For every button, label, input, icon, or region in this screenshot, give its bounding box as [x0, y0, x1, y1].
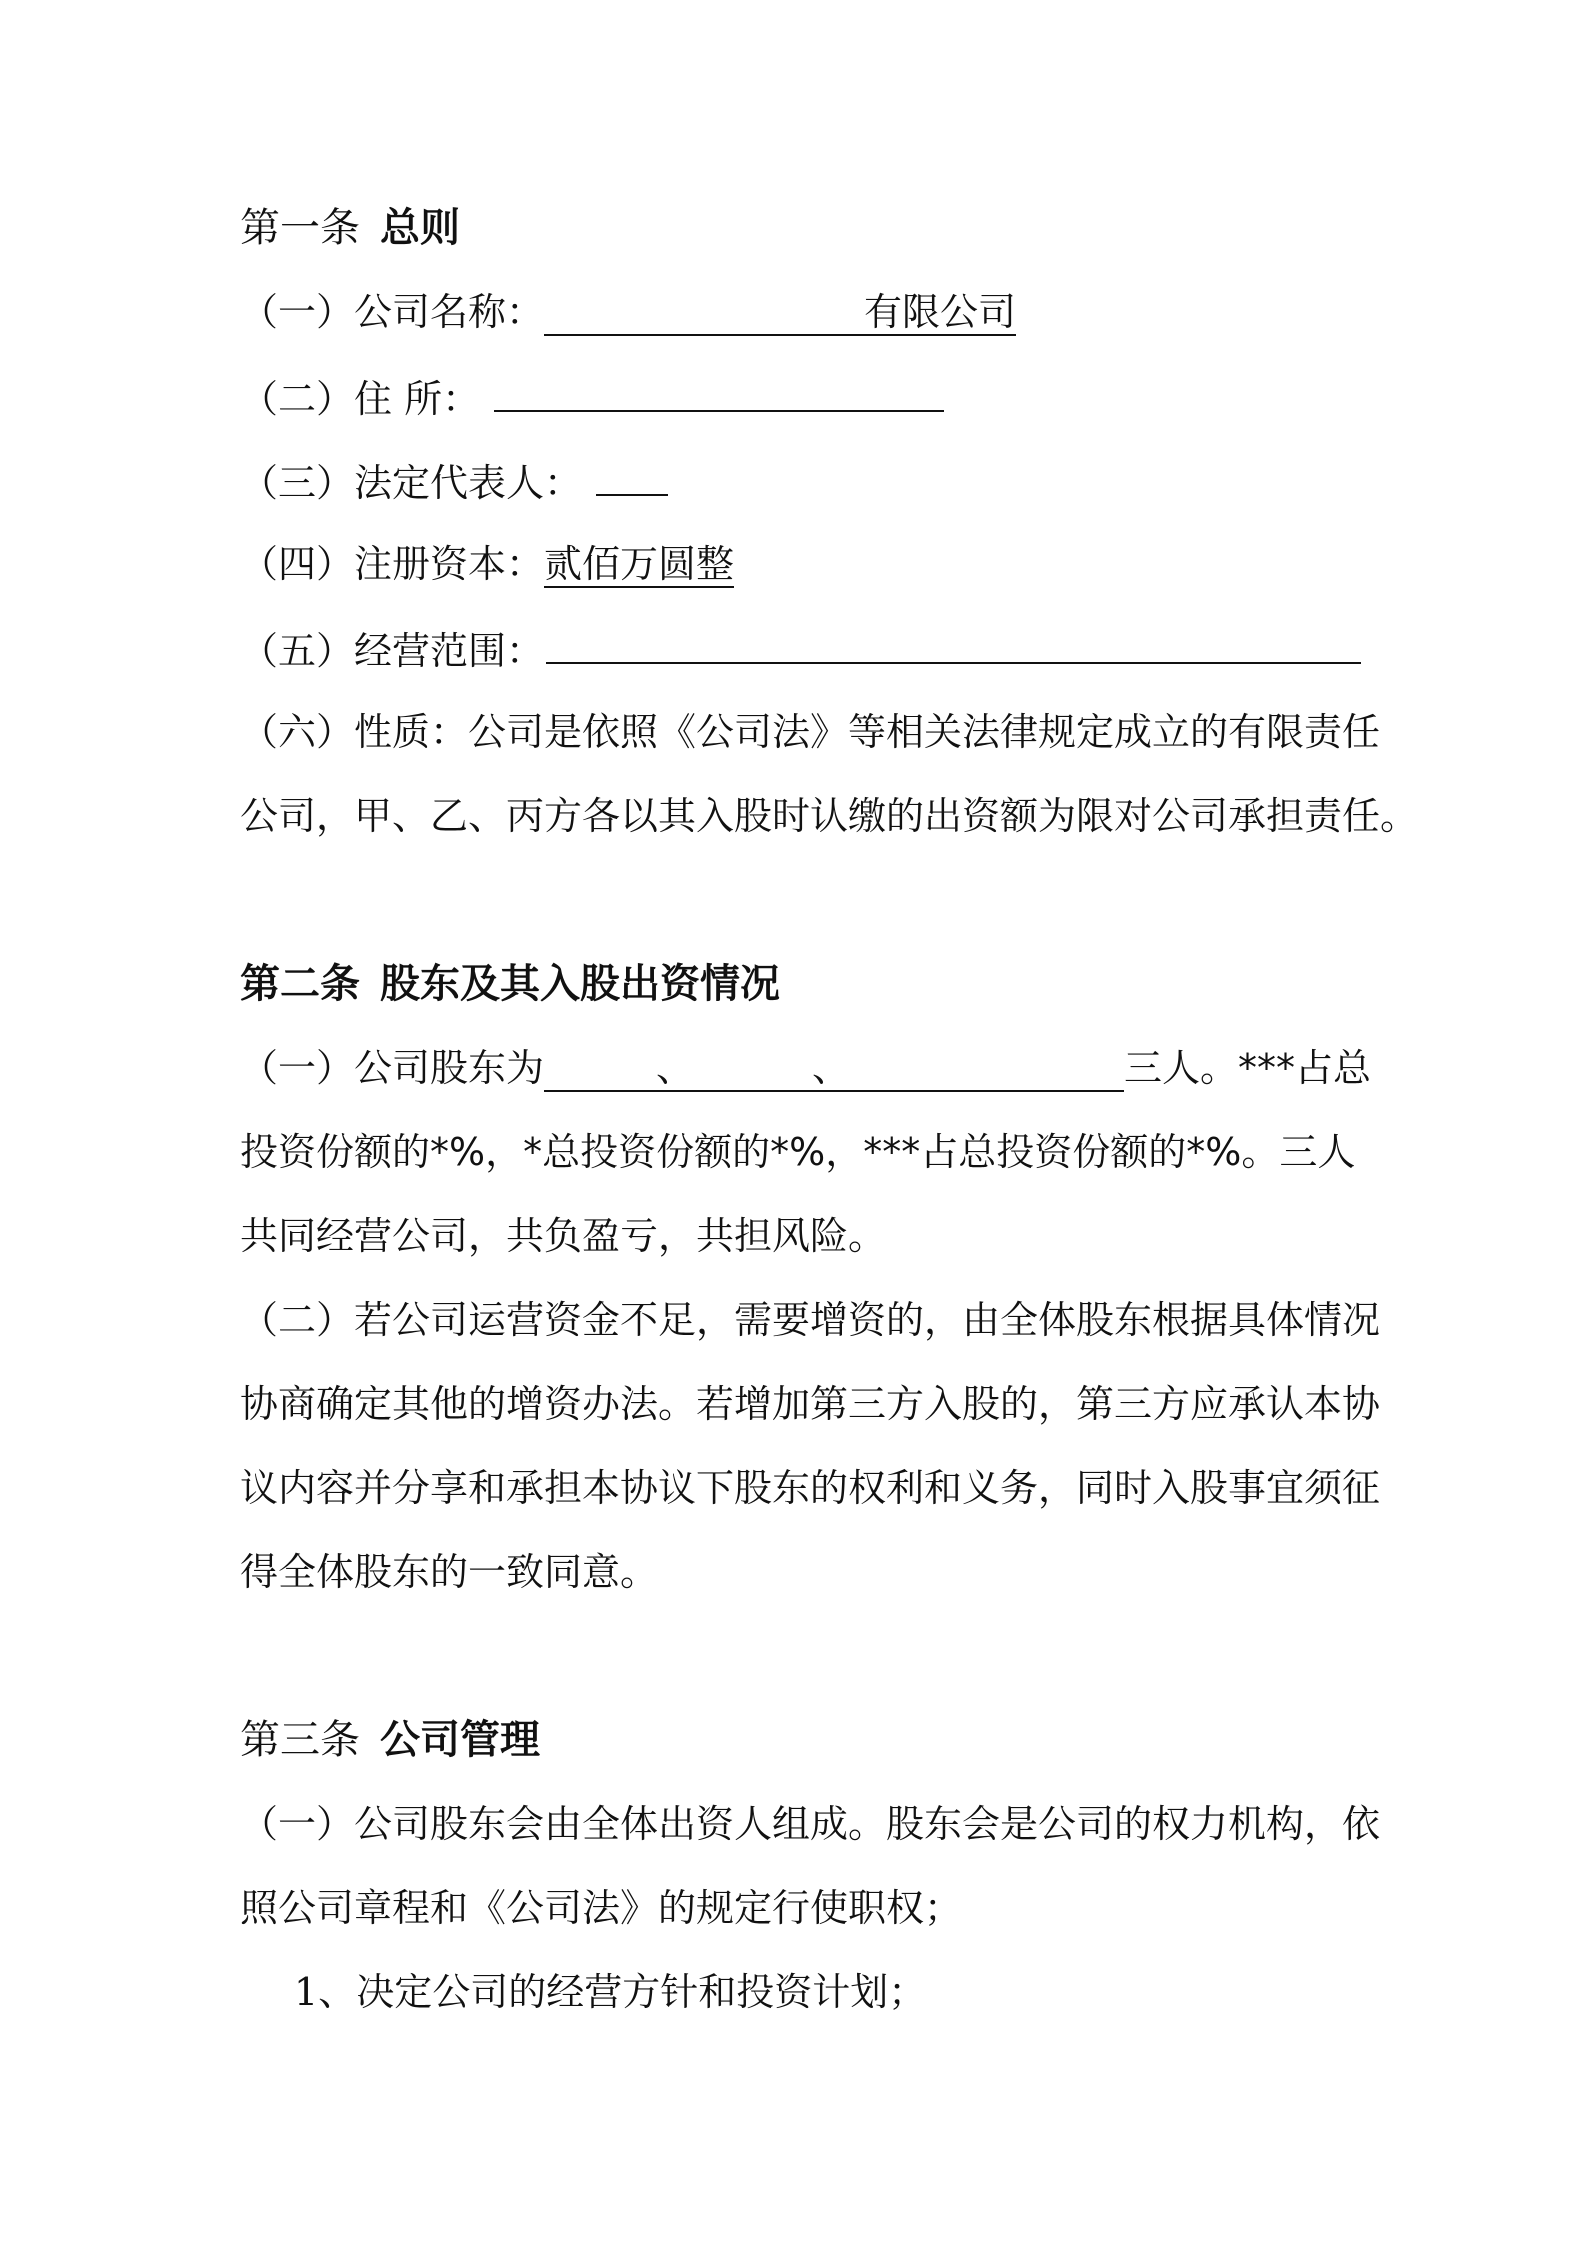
shareholders-sep-1: 、 [656, 1046, 695, 1090]
article1-label: 第一条 [240, 205, 360, 251]
article1-item4 [240, 536, 1360, 592]
shareholders-tail: 三人。***占总 [1124, 1046, 1372, 1090]
article2-item2-line1: （二）若公司运营资金不足，需要增资的，由全体股东根据具体情况 [240, 1298, 1381, 1342]
company-name-label: （一）公司名称： [240, 290, 545, 334]
article1-heading [240, 200, 1360, 256]
article3-item1-text: 公司股东会由全体出资人组成。股东会是公司的权力机构，依 [354, 1802, 1381, 1846]
capital-value: 贰佰万圆整 [544, 542, 735, 586]
article1-item6-line1: （六）性质：公司是依照《公司法》等相关法律规定成立的有限责任 [240, 710, 1381, 754]
article3-item1-prefix: （一） [240, 1802, 355, 1846]
article1-title: 总则 [380, 205, 460, 251]
article1-item2 [240, 368, 1360, 427]
article2-item2-line2: 协商确定其他的增资办法。若增加第三方入股的，第三方应承认本协 [240, 1382, 1381, 1426]
article1-item5 [240, 620, 1360, 679]
business-scope-field[interactable] [546, 620, 1361, 664]
company-name-field[interactable] [544, 290, 1016, 336]
article1-item6-line2: 公司，甲、乙、丙方各以其入股时认缴的出资额为限对公司承担责任。 [240, 794, 1419, 838]
company-name-suffix: 有限公司 [864, 290, 1017, 334]
article2-item2-line4: 得全体股东的一致同意。 [240, 1550, 659, 1594]
shareholders-field[interactable] [544, 1046, 1124, 1092]
article2-item1-line3: 共同经营公司，共负盈亏，共担风险。 [240, 1214, 887, 1258]
article2-title: 股东及其入股出资情况 [380, 961, 780, 1007]
article3-sub1 [294, 1964, 1414, 2020]
address-field[interactable] [494, 368, 944, 412]
article1-item3 [240, 452, 1360, 511]
legal-rep-field[interactable] [596, 452, 668, 496]
article2-item1-line1 [240, 1040, 1372, 1096]
article3-item1-line2: 照公司章程和《公司法》的规定行使职权； [240, 1886, 963, 1930]
article3-item1-line1 [240, 1796, 1381, 1852]
article3-label: 第三条 [240, 1717, 360, 1763]
business-scope-label: （五）经营范围： [240, 629, 545, 673]
capital-label: （四）注册资本： [240, 542, 545, 586]
article3-sub1-text: 决定公司的经营方针和投资计划； [356, 1970, 927, 2014]
article2-heading [240, 956, 1360, 1012]
article3-sub1-number: 1、 [294, 1970, 357, 2014]
article2-item1-line2: 投资份额的*%，*总投资份额的*%，***占总投资份额的*%。三人 [240, 1130, 1356, 1174]
article3-title: 公司管理 [380, 1717, 540, 1763]
article2-item2-line3: 议内容并分享和承担本协议下股东的权利和义务，同时入股事宜须征 [240, 1466, 1381, 1510]
article3-heading [240, 1712, 1360, 1768]
shareholders-sep-2: 、 [812, 1046, 851, 1090]
article2-label: 第二条 [240, 961, 360, 1007]
article1-item1 [240, 284, 1360, 340]
legal-rep-label: （三）法定代表人： [240, 461, 583, 505]
address-label: （二）住 所： [240, 377, 481, 421]
shareholders-label: （一）公司股东为 [240, 1046, 545, 1090]
